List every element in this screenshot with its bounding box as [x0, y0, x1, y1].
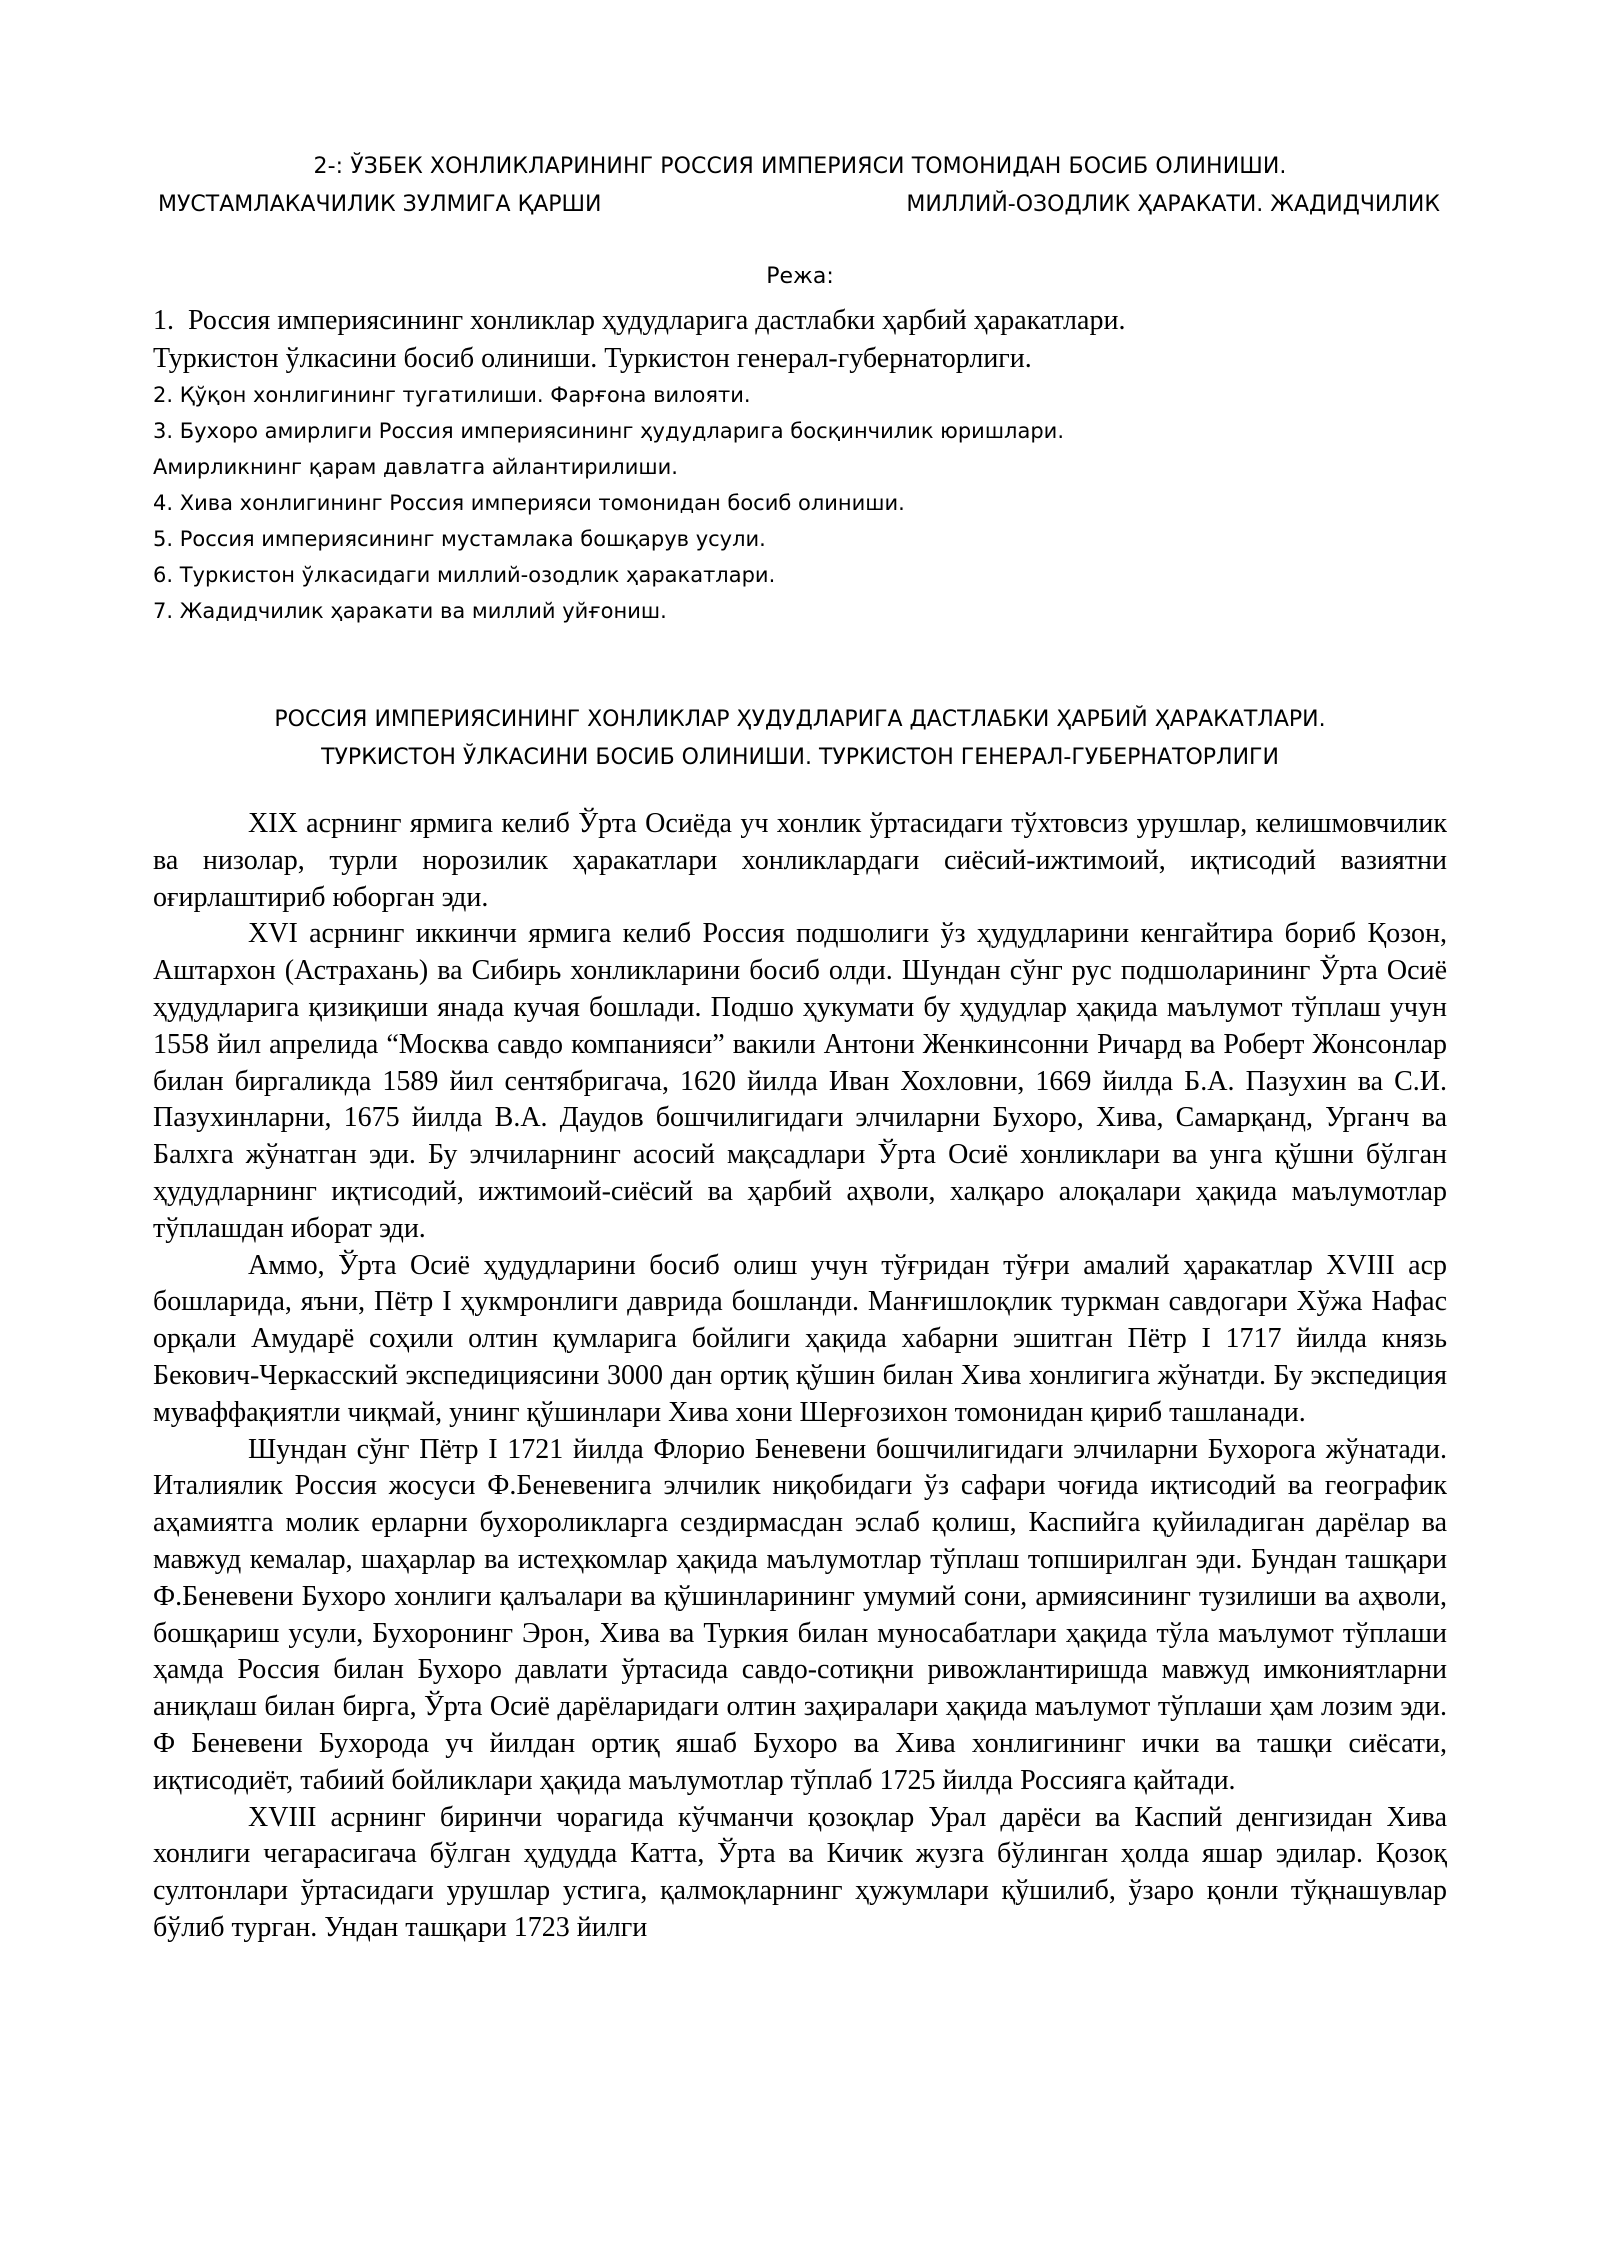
plan-list	[153, 377, 1064, 629]
paragraph: Шундан сўнг Пётр I 1721 йилда Флорио Беневени бошчилигидаги элчиларни Бухорога жўнатади. Италиялик Россия жосуси Ф.Беневенига элчилик ниқобидаги ўз сафари чоғида иқтисодий ва географик аҳамиятга молик ерларни бухороликларга сездирмасдан эслаб қолиш, Каспийга қуйиладиган дарёлар ва мавжуд кемалар, шаҳарлар ва истеҳкомлар ҳақида маълумотлар тўплаш топширилган эди. Бундан ташқари Ф.Беневени Бухоро хонлиги қалъалари ва қўшинларининг умумий сони, армиясининг тузилиши ва аҳволи, бошқариш усули, Бухоронинг Эрон, Хива ва Туркия билан муносабатлари ҳақида тўла маълумот тўплаши ҳамда Россия билан Бухоро давлати ўртасида савдо-сотиқни ривожлантиришда мавжуд имкониятларни аниқлаш билан бирга, Ўрта Осиё дарёларидаги олтин заҳиралари ҳақида маълумот тўплаши ҳам лозим эди. Ф Беневени Бухорода уч йилдан ортиқ яшаб Бухоро ва Хива хонлигининг ички ва ташқи сиёсати, иқтисодиёт, табиий бойликлари ҳақида маълумотлар тўплаб 1725 йилда Россияга қайтади.	[153, 1433, 1447, 1796]
plan-item: 5. Россия империясининг мустамлака бошқарув усули.	[153, 527, 766, 551]
plan-item-1-text: Россия империясининг хонликлар ҳудудларига дастлабки ҳарбий ҳаракатлари.	[188, 305, 1126, 336]
paragraph: Аммо, Ўрта Осиё ҳудудларини босиб олиш учун тўғридан тўғри амалий ҳаракатлар XVIII аср бошларида, яъни, Пётр I ҳукмронлиги даврида бошланди. Манғишлоқлик туркман савдогари Хўжа Нафас орқали Амударё соҳили олтин қумларига бойлиги ҳақида хабарни эшитган Пётр I 1717 йилда князь Бекович-Черкасский экспедициясини 3000 дан ортиқ қўшин билан Хива хонлигига жўнатди. Бу экспедиция муваффақиятли чиқмай, унинг қўшинлари Хива хони Шерғозихон томонидан қириб ташланади.	[153, 1249, 1447, 1428]
paragraph: XIX асрнинг ярмига келиб Ўрта Осиёда уч хонлик ўртасидаги тўхтовсиз урушлар, келишмовчилик ва низолар, турли норозилик ҳаракатлари хонликлардаги сиёсий-ижтимоий, иқтисодий вазиятни оғирлаштириб юборган эди.	[153, 808, 1447, 913]
plan-item: 4. Хива хонлигининг Россия империяси томонидан босиб олиниши.	[153, 491, 905, 515]
document-title-line1: 2-: ЎЗБЕК ХОНЛИКЛАРИНИНГ РОССИЯ ИМПЕРИЯСИ ТОМОНИДАН БОСИБ ОЛИНИШИ.	[313, 154, 1287, 179]
section-title	[0, 701, 1600, 777]
document-title-line2-left: МУСТАМЛАКАЧИЛИК ЗУЛМИГА ҚАРШИ	[158, 192, 602, 217]
plan-item: 3. Бухоро амирлиги Россия империясининг ҳудудларига босқинчилик юришлари.	[153, 419, 1064, 443]
plan-item: 2. Қўқон хонлигининг тугатилиши. Фарғона вилояти.	[153, 383, 751, 407]
plan-item-1	[153, 302, 1125, 340]
body-text	[153, 806, 1447, 1947]
plan-item: Амирликнинг қарам давлатга айлантирилиши.	[153, 455, 678, 479]
document-title-line2-right: МИЛЛИЙ-ОЗОДЛИК ҲАРАКАТИ. ЖАДИДЧИЛИК	[906, 192, 1440, 217]
paragraph: XVI асрнинг иккинчи ярмига келиб Россия подшолиги ўз ҳудудларини кенгайтира бориб Қозон, Аштархон (Астрахань) ва Сибирь хонликларини босиб олди. Шундан сўнг рус подшоларининг Ўрта Осиё ҳудудларига қизиқиши янада кучая бошлади. Подшо ҳукумати бу ҳудудлар ҳақида маълумот тўплаш учун 1558 йил апрелида “Москва савдо компанияси” вакили Антони Женкинсонни Ричард ва Роберт Жонсонлар билан биргаликда 1589 йил сентябригача, 1620 йилда Иван Хохловни, 1669 йилда Б.А. Пазухин ва С.И. Пазухинларни, 1675 йилда В.А. Даудов бошчилигидаги элчиларни Бухоро, Хива, Самарқанд, Урганч ва Балхга жўнатган эди. Бу элчиларнинг асосий мақсадлари Ўрта Осиё хонликлари ва унга қўшни бўлган ҳудудларнинг иқтисодий, ижтимоий-сиёсий ва ҳарбий аҳволи, халқаро алоқалари ҳақида маълумотлар тўплашдан иборат эди.	[153, 918, 1447, 1244]
section-title-line1: РОССИЯ ИМПЕРИЯСИНИНГ ХОНЛИКЛАР ҲУДУДЛАРИГА ДАСТЛАБКИ ҲАРБИЙ ҲАРАКАТЛАРИ.	[274, 707, 1326, 732]
plan-label: Режа:	[766, 264, 834, 289]
plan-item-1-number: 1.	[153, 305, 174, 336]
section-title-line2: ТУРКИСТОН ЎЛКАСИНИ БОСИБ ОЛИНИШИ. ТУРКИСТОН ГЕНЕРАЛ-ГУБЕРНАТОРЛИГИ	[321, 745, 1279, 770]
paragraph: XVIII асрнинг биринчи чорагида кўчманчи қозоқлар Урал дарёси ва Каспий денгизидан Хива хонлиги чегарасигача бўлган ҳудудда Катта, Ўрта ва Кичик жузга бўлинган ҳолда яшар эдилар. Қозоқ султонлари ўртасидаги урушлар устига, қалмоқларнинг ҳужумлари қўшилиб, ўзаро қонли тўқнашувлар бўлиб турган. Ундан ташқари 1723 йилги	[153, 1801, 1447, 1943]
plan-item-1-continuation: Туркистон ўлкасини босиб олиниши. Туркистон генерал-губернаторлиги.	[153, 343, 1032, 374]
plan-item: 6. Туркистон ўлкасидаги миллий-озодлик ҳаракатлари.	[153, 563, 776, 587]
plan-item: 7. Жадидчилик ҳаракати ва миллий уйғониш.	[153, 599, 667, 623]
